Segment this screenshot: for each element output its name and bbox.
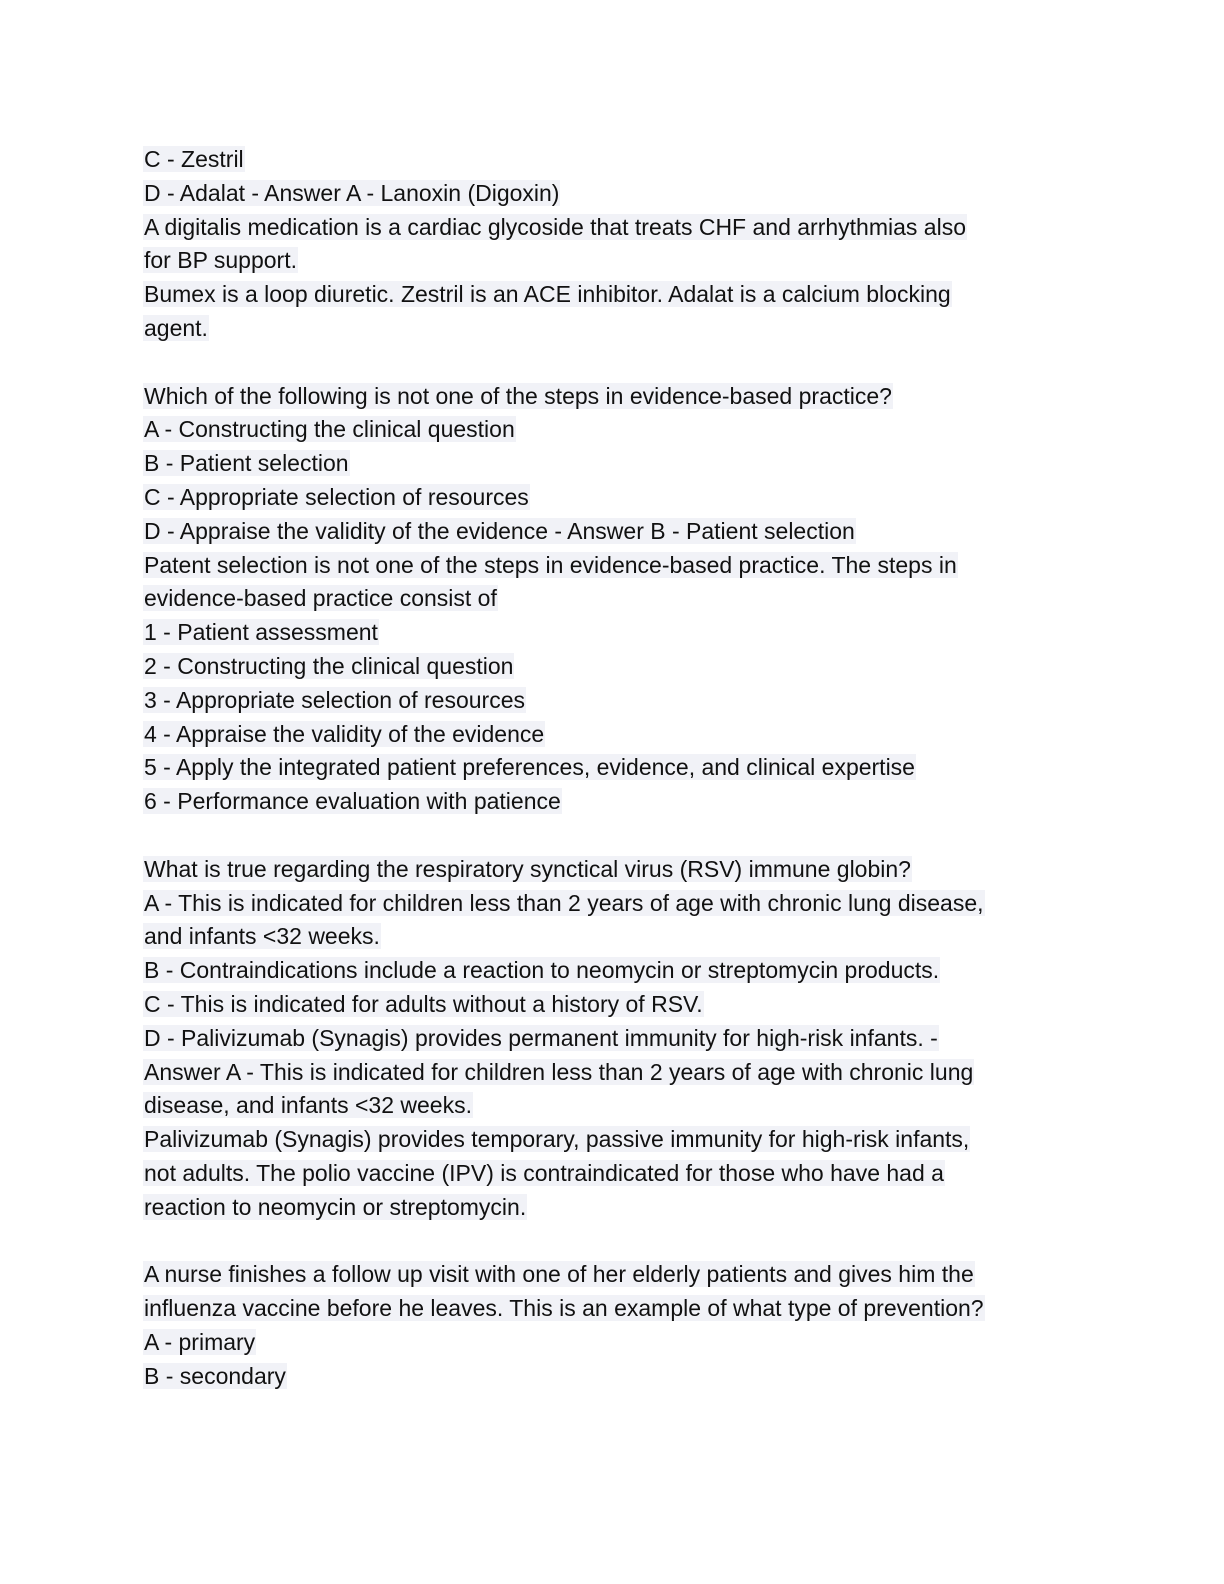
question-text: Which of the following is not one of the steps in evidence-based practice?	[144, 382, 892, 409]
text-line: C - Zestril	[144, 146, 244, 172]
answer-line: Answer A - This is indicated for children less than 2 years of age with chronic lung	[144, 1058, 974, 1085]
answer-option: A - Constructing the clinical question	[144, 416, 515, 443]
question-evidence-based-practice	[143, 380, 1103, 819]
question-text: influenza vaccine before he leaves. This is an example of what type of prevention?	[144, 1295, 984, 1322]
answer-option: B - Patient selection	[144, 450, 349, 477]
answer-option: B - secondary	[144, 1362, 286, 1389]
answer-option: D - Appraise the validity of the evidence - Answer B - Patient selection	[144, 517, 855, 544]
answer-option: D - Palivizumab (Synagis) provides permanent immunity for high-risk infants. -	[144, 1024, 938, 1051]
step-item: 2 - Constructing the clinical question	[144, 652, 514, 679]
text-line: D - Adalat - Answer A - Lanoxin (Digoxin)	[144, 179, 560, 206]
step-item: 6 - Performance evaluation with patience	[144, 788, 561, 815]
text-block-1	[143, 143, 1103, 346]
question-prevention-type	[143, 1258, 1103, 1393]
answer-option: and infants <32 weeks.	[144, 923, 380, 950]
question-text: What is true regarding the respiratory synctical virus (RSV) immune globin?	[144, 855, 911, 882]
step-item: 1 - Patient assessment	[144, 619, 378, 646]
paragraph-gap	[143, 1225, 1103, 1259]
answer-line: disease, and infants <32 weeks.	[144, 1092, 472, 1119]
text-line: for BP support.	[144, 247, 297, 274]
text-line: A digitalis medication is a cardiac glycoside that treats CHF and arrhythmias also	[144, 213, 966, 240]
explanation-line: not adults. The polio vaccine (IPV) is contraindicated for those who have had a	[144, 1159, 944, 1186]
answer-option: C - This is indicated for adults without a history of RSV.	[144, 990, 703, 1017]
explanation-line: evidence-based practice consist of	[144, 585, 497, 612]
paragraph-gap	[143, 346, 1103, 380]
text-line: agent.	[144, 314, 208, 341]
explanation-line: Patent selection is not one of the steps in evidence-based practice. The steps in	[144, 551, 957, 578]
answer-option: C - Appropriate selection of resources	[144, 483, 529, 510]
explanation-line: Palivizumab (Synagis) provides temporary, passive immunity for high-risk infants,	[144, 1126, 970, 1153]
step-item: 5 - Apply the integrated patient preferences, evidence, and clinical expertise	[144, 754, 915, 781]
question-rsv-immune-globin	[143, 853, 1103, 1225]
paragraph-gap	[143, 819, 1103, 853]
explanation-line: reaction to neomycin or streptomycin.	[144, 1193, 527, 1220]
question-text: A nurse finishes a follow up visit with one of her elderly patients and gives him the	[144, 1261, 974, 1288]
text-line: Bumex is a loop diuretic. Zestril is an ACE inhibitor. Adalat is a calcium blocking	[144, 281, 951, 308]
document-page	[143, 143, 1103, 1393]
step-item: 4 - Appraise the validity of the evidence	[144, 720, 545, 747]
step-item: 3 - Appropriate selection of resources	[144, 686, 525, 713]
answer-option: A - This is indicated for children less than 2 years of age with chronic lung disease,	[144, 889, 984, 916]
answer-option: A - primary	[144, 1328, 256, 1355]
answer-option: B - Contraindications include a reaction to neomycin or streptomycin products.	[144, 957, 940, 984]
